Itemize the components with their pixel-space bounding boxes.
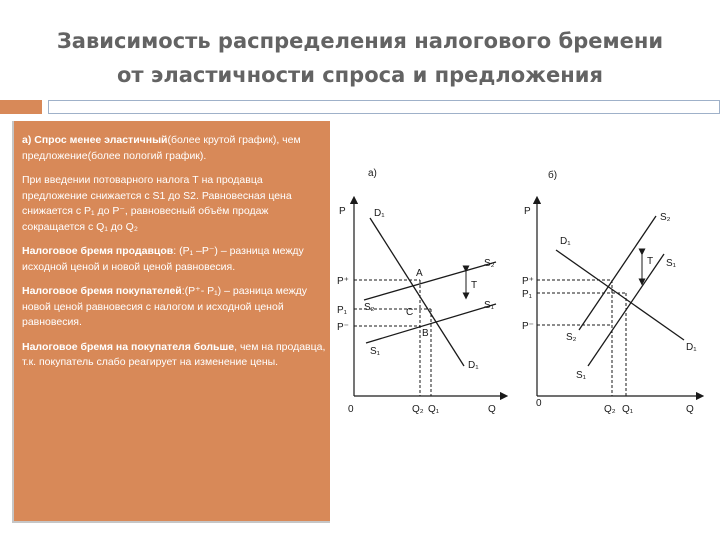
graph-a-s2-right: S₂	[484, 258, 495, 269]
graph-a-s2-left: S₂	[364, 302, 375, 313]
graph-a	[337, 168, 504, 415]
tax-incidence-graphs	[334, 154, 714, 424]
para-intro-rest: (более крутой график), чем предложение(более пологий график).	[22, 134, 301, 162]
decor-square	[0, 100, 42, 114]
graph-a-axis-p: P	[339, 206, 346, 217]
graph-a-d1-bottom: D₁	[468, 360, 479, 371]
graph-b-s1-bottom: S₁	[576, 370, 587, 381]
graph-a-p-minus: P⁻	[337, 322, 349, 333]
para-seller-burden	[22, 244, 328, 275]
graph-a-point-c: C	[406, 307, 414, 318]
graph-b-s2-bottom: S₂	[566, 332, 577, 343]
graph-b-q1: Q₁	[622, 404, 634, 415]
graph-b-tax-label: T	[647, 256, 654, 267]
graph-a-p1: P₁	[337, 305, 348, 316]
para-seller-burden-rest: : (Р₁ –Р⁻) – разница между исходной ценой и новой ценой равновесия.	[22, 245, 304, 273]
graph-a-p-plus: P⁺	[337, 276, 349, 287]
graph-a-point-a: A	[416, 268, 423, 279]
graph-b-d1-top: D₁	[560, 236, 571, 247]
para-conclusion-bold: Налоговое бремя на покупателя больше	[22, 340, 235, 353]
para-conclusion	[22, 340, 328, 371]
para-buyer-burden-rest: :(Р⁺- Р₁) – разница между новой ценой равновесия с налогом и исходной ценой равновесия.	[22, 285, 308, 328]
graph-a-origin: 0	[348, 404, 354, 415]
decor-bar	[48, 100, 720, 114]
graph-b-axis-p: P	[524, 206, 531, 217]
para-tax-effect: При введении потоварного налога Т на продавца предложение снижается с S1 до S2. Равновесная цена снижается с Р₁ до Р⁻, равновесный объём продаж сокращается с Q₁ до Q₂	[22, 174, 292, 233]
title-line-2: от эластичности спроса и предложения	[116, 63, 603, 87]
graph-b-origin: 0	[536, 398, 542, 409]
explanation-panel	[12, 121, 330, 523]
graph-b	[522, 169, 700, 415]
graph-a-point-b: B	[422, 328, 429, 339]
para-intro	[22, 133, 328, 164]
graph-b-p-plus: P⁺	[522, 276, 534, 287]
graph-a-s1-right: S₁	[484, 300, 495, 311]
graph-b-label: б)	[548, 170, 558, 181]
graph-b-s1-top: S₁	[666, 258, 677, 269]
title-line-1: Зависимость распределения налогового бремени	[56, 29, 664, 53]
para-buyer-burden-bold: Налоговое бремя покупателей	[22, 285, 182, 297]
para-intro-bold: а) Спрос менее эластичный	[22, 134, 168, 146]
para-conclusion-rest: , чем на продавца, т.к. покупатель слабо реагирует на изменение цены.	[22, 340, 326, 368]
slide-title	[40, 24, 680, 92]
graph-a-s1-left: S₁	[370, 346, 381, 357]
graph-b-p-minus: P⁻	[522, 321, 534, 332]
graph-b-s2-top: S₂	[660, 212, 671, 223]
graph-a-tax-label: T	[471, 280, 478, 291]
para-seller-burden-bold: Налоговое бремя продавцов	[22, 245, 174, 257]
para-buyer-burden	[22, 284, 328, 331]
graph-b-d1-bottom: D₁	[686, 342, 697, 353]
explanation-text	[22, 133, 328, 380]
graph-b-axis-q: Q	[686, 404, 694, 415]
graph-a-demand-d1	[370, 218, 464, 366]
graph-a-label: а)	[368, 168, 377, 179]
graph-a-axis-q: Q	[488, 404, 496, 415]
graph-b-p1: P₁	[522, 289, 533, 300]
graph-b-demand-d1	[556, 250, 684, 340]
graph-b-q2: Q₂	[604, 404, 616, 415]
graph-a-d1-top: D₁	[374, 208, 385, 219]
graph-a-q2: Q₂	[412, 404, 424, 415]
graph-a-q1: Q₁	[428, 404, 440, 415]
